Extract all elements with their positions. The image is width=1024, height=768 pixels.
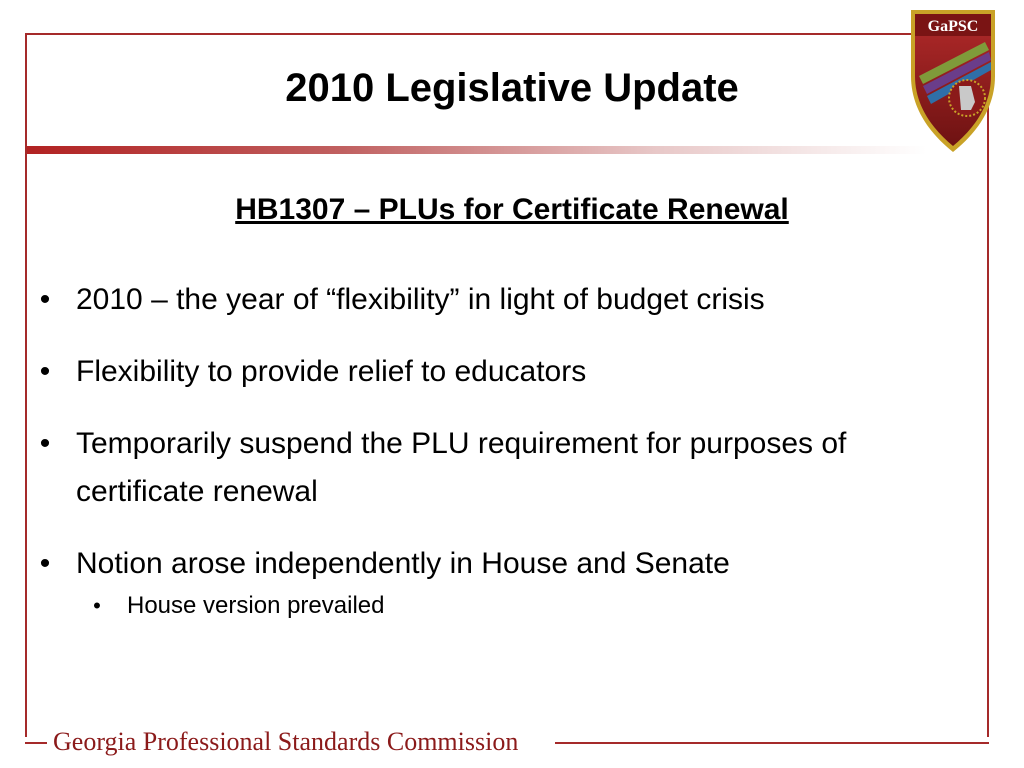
svg-text:GaPSC: GaPSC bbox=[927, 18, 979, 35]
slide-title: 2010 Legislative Update bbox=[285, 66, 739, 110]
bullet-text: Notion arose independently in House and Senate bbox=[76, 547, 730, 580]
bullet-marker: • bbox=[39, 283, 51, 316]
sub-bullet-marker: • bbox=[93, 593, 101, 618]
bullet-text: Temporarily suspend the PLU requirement for purposes of certificate renewal bbox=[76, 427, 847, 508]
bullet-marker: • bbox=[39, 427, 51, 460]
title-divider bbox=[27, 146, 927, 154]
footer-rule-right bbox=[555, 742, 989, 744]
bullet-marker: • bbox=[39, 355, 51, 388]
bullet-list bbox=[30, 276, 980, 624]
footer-rule-left bbox=[25, 742, 47, 744]
bullet-item bbox=[30, 420, 980, 516]
slide-subtitle: HB1307 – PLUs for Certificate Renewal bbox=[235, 193, 789, 226]
sub-bullet-text: House version prevailed bbox=[127, 592, 385, 619]
footer bbox=[25, 722, 989, 762]
bullet-marker: • bbox=[39, 547, 51, 580]
bullet-text: Flexibility to provide relief to educators bbox=[76, 355, 587, 388]
bullet-item bbox=[30, 540, 980, 588]
bullet-item bbox=[30, 276, 980, 324]
bullet-text: 2010 – the year of “flexibility” in light of budget crisis bbox=[76, 283, 765, 316]
bullet-item bbox=[30, 348, 980, 396]
sub-bullet-item bbox=[30, 588, 980, 624]
footer-organization: Georgia Professional Standards Commission bbox=[47, 726, 524, 758]
